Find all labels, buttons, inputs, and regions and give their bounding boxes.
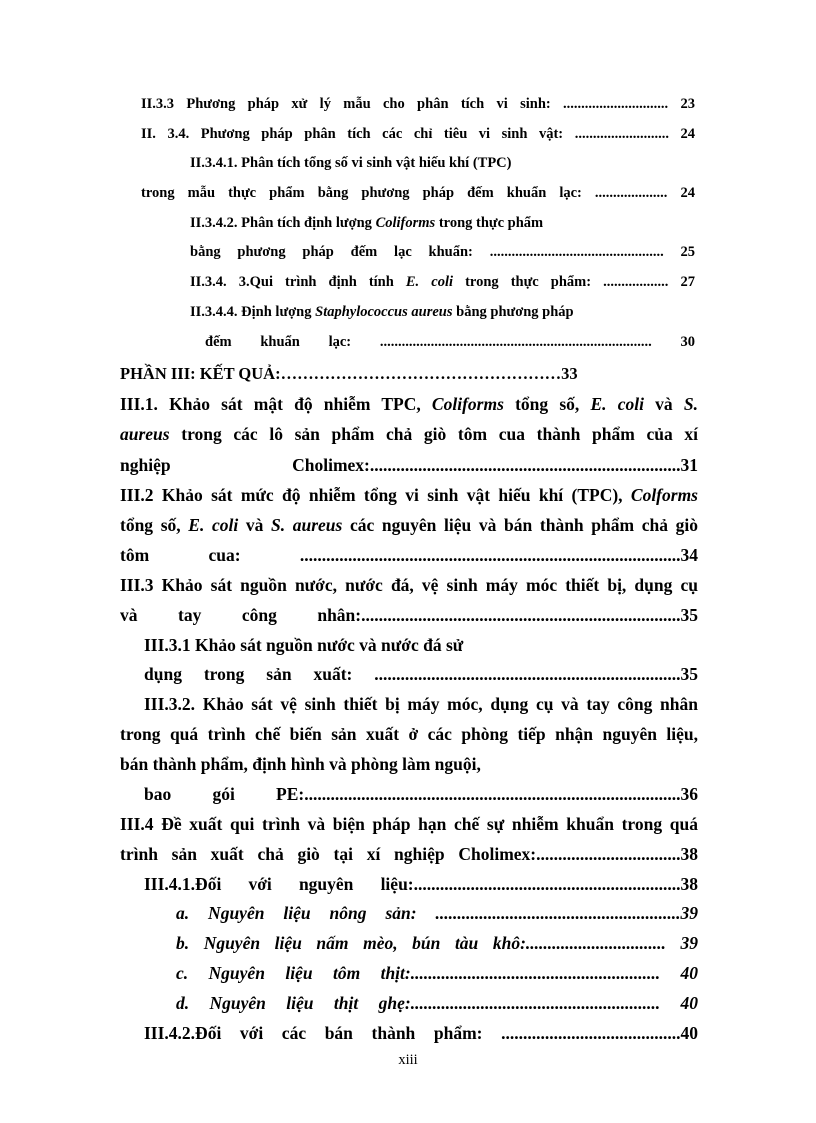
toc-entry-2-3-4-1[interactable]: II.3.4.1. Phân tích tổng số vi sinh vật hiếu khí (TPC) — [190, 155, 512, 171]
toc-entry-3-3-1[interactable]: III.3.1 Khảo sát nguồn nước và nước đá sử — [144, 635, 464, 655]
toc-entry-3-3-2[interactable]: III.3.2. Khảo sát vệ sinh thiết bị máy móc, dụng cụ và tay công nhân — [144, 694, 698, 714]
toc-entry-3-4-cont[interactable]: trình sản xuất chả giò tại xí nghiệp Cholimex:.................................38 — [120, 844, 698, 864]
toc-entry-3-4-1-a[interactable]: a. Nguyên liệu nông sản: ........................................................39 — [176, 903, 698, 923]
toc-entry-3-4-1-c[interactable]: c. Nguyên liệu tôm thịt:......................................................... 40 — [176, 963, 698, 983]
toc-entry-3-4-2[interactable]: III.4.2.Đối với các bán thành phẩm: .........................................40 — [144, 1023, 698, 1043]
toc-entry-3-3-2-cont1[interactable]: trong quá trình chế biến sản xuất ở các phòng tiếp nhận nguyên liệu, — [120, 724, 698, 744]
toc-entry-3-1-end[interactable]: nghiệp Cholimex:.......................................................................31 — [120, 455, 698, 475]
toc-entry-3-4-1-b[interactable]: b. Nguyên liệu nấm mèo, bún tàu khô:................................ 39 — [176, 933, 698, 953]
toc-entry-3-3-2-cont2[interactable]: bán thành phẩm, định hình và phòng làm nguội, — [120, 754, 481, 774]
toc-entry-3-4-1[interactable]: III.4.1.Đối với nguyên liệu:.............................................................38 — [144, 874, 698, 894]
toc-entry-3-2[interactable]: III.2 Khảo sát mức độ nhiễm tổng vi sinh vật hiếu khí (TPC), Colforms — [120, 485, 698, 505]
toc-entry-2-3-4-2-cont[interactable]: bằng phương pháp đếm lạc khuẩn: ................................................ 25 — [190, 244, 695, 260]
toc-entry-3-1[interactable]: III.1. Khảo sát mật độ nhiễm TPC, Coliforms tổng số, E. coli và S. — [120, 394, 698, 414]
toc-entry-2-3-4-3[interactable]: II.3.4. 3.Qui trình định tính E. coli trong thực phẩm: .................. 27 — [190, 274, 695, 290]
toc-entry-2-3-3[interactable]: II.3.3 Phương pháp xử lý mẫu cho phân tích vi sinh: ............................. 23 — [141, 96, 695, 112]
toc-entry-3-4-1-d[interactable]: d. Nguyên liệu thịt ghẹ:......................................................... 40 — [176, 993, 698, 1013]
toc-entry-3-2-cont[interactable]: tổng số, E. coli và S. aureus các nguyên liệu và bán thành phẩm chả giò — [120, 515, 698, 535]
toc-entry-3-3[interactable]: III.3 Khảo sát nguồn nước, nước đá, vệ sinh máy móc thiết bị, dụng cụ — [120, 575, 698, 595]
toc-entry-2-3-4-1-cont[interactable]: trong mẫu thực phẩm bằng phương pháp đếm khuẩn lạc: .................... 24 — [141, 185, 695, 201]
toc-entry-2-3-4-4[interactable]: II.3.4.4. Định lượng Staphylococcus aureus bằng phương pháp — [190, 304, 574, 320]
toc-entry-2-3-4-4-cont[interactable]: đếm khuẩn lạc: ........................................................................... 30 — [205, 334, 695, 350]
toc-entry-2-3-4-2[interactable]: II.3.4.2. Phân tích định lượng Coliforms trong thực phẩm — [190, 215, 544, 231]
page-number: xiii — [398, 1052, 418, 1068]
toc-entry-3-4[interactable]: III.4 Đề xuất qui trình và biện pháp hạn chế sự nhiễm khuẩn trong quá — [120, 814, 698, 834]
toc-entry-2-3-4[interactable]: II. 3.4. Phương pháp phân tích các chỉ tiêu vi sinh vật: .......................... 24 — [141, 126, 695, 142]
toc-entry-3-1-cont[interactable]: aureus trong các lô sản phẩm chả giò tôm cua thành phẩm của xí — [120, 424, 698, 444]
toc-entry-3-3-1-cont[interactable]: dụng trong sản xuất: ......................................................................35 — [144, 664, 698, 684]
toc-entry-3-3-2-end[interactable]: bao gói PE:......................................................................................36 — [144, 784, 698, 804]
toc-part-3[interactable]: PHẦN III: KẾT QUẢ:……………………………………………33 — [120, 364, 578, 383]
toc-entry-3-2-end[interactable]: tôm cua: .......................................................................................34 — [120, 545, 698, 565]
toc-entry-3-3-cont[interactable]: và tay công nhân:.........................................................................35 — [120, 605, 698, 625]
